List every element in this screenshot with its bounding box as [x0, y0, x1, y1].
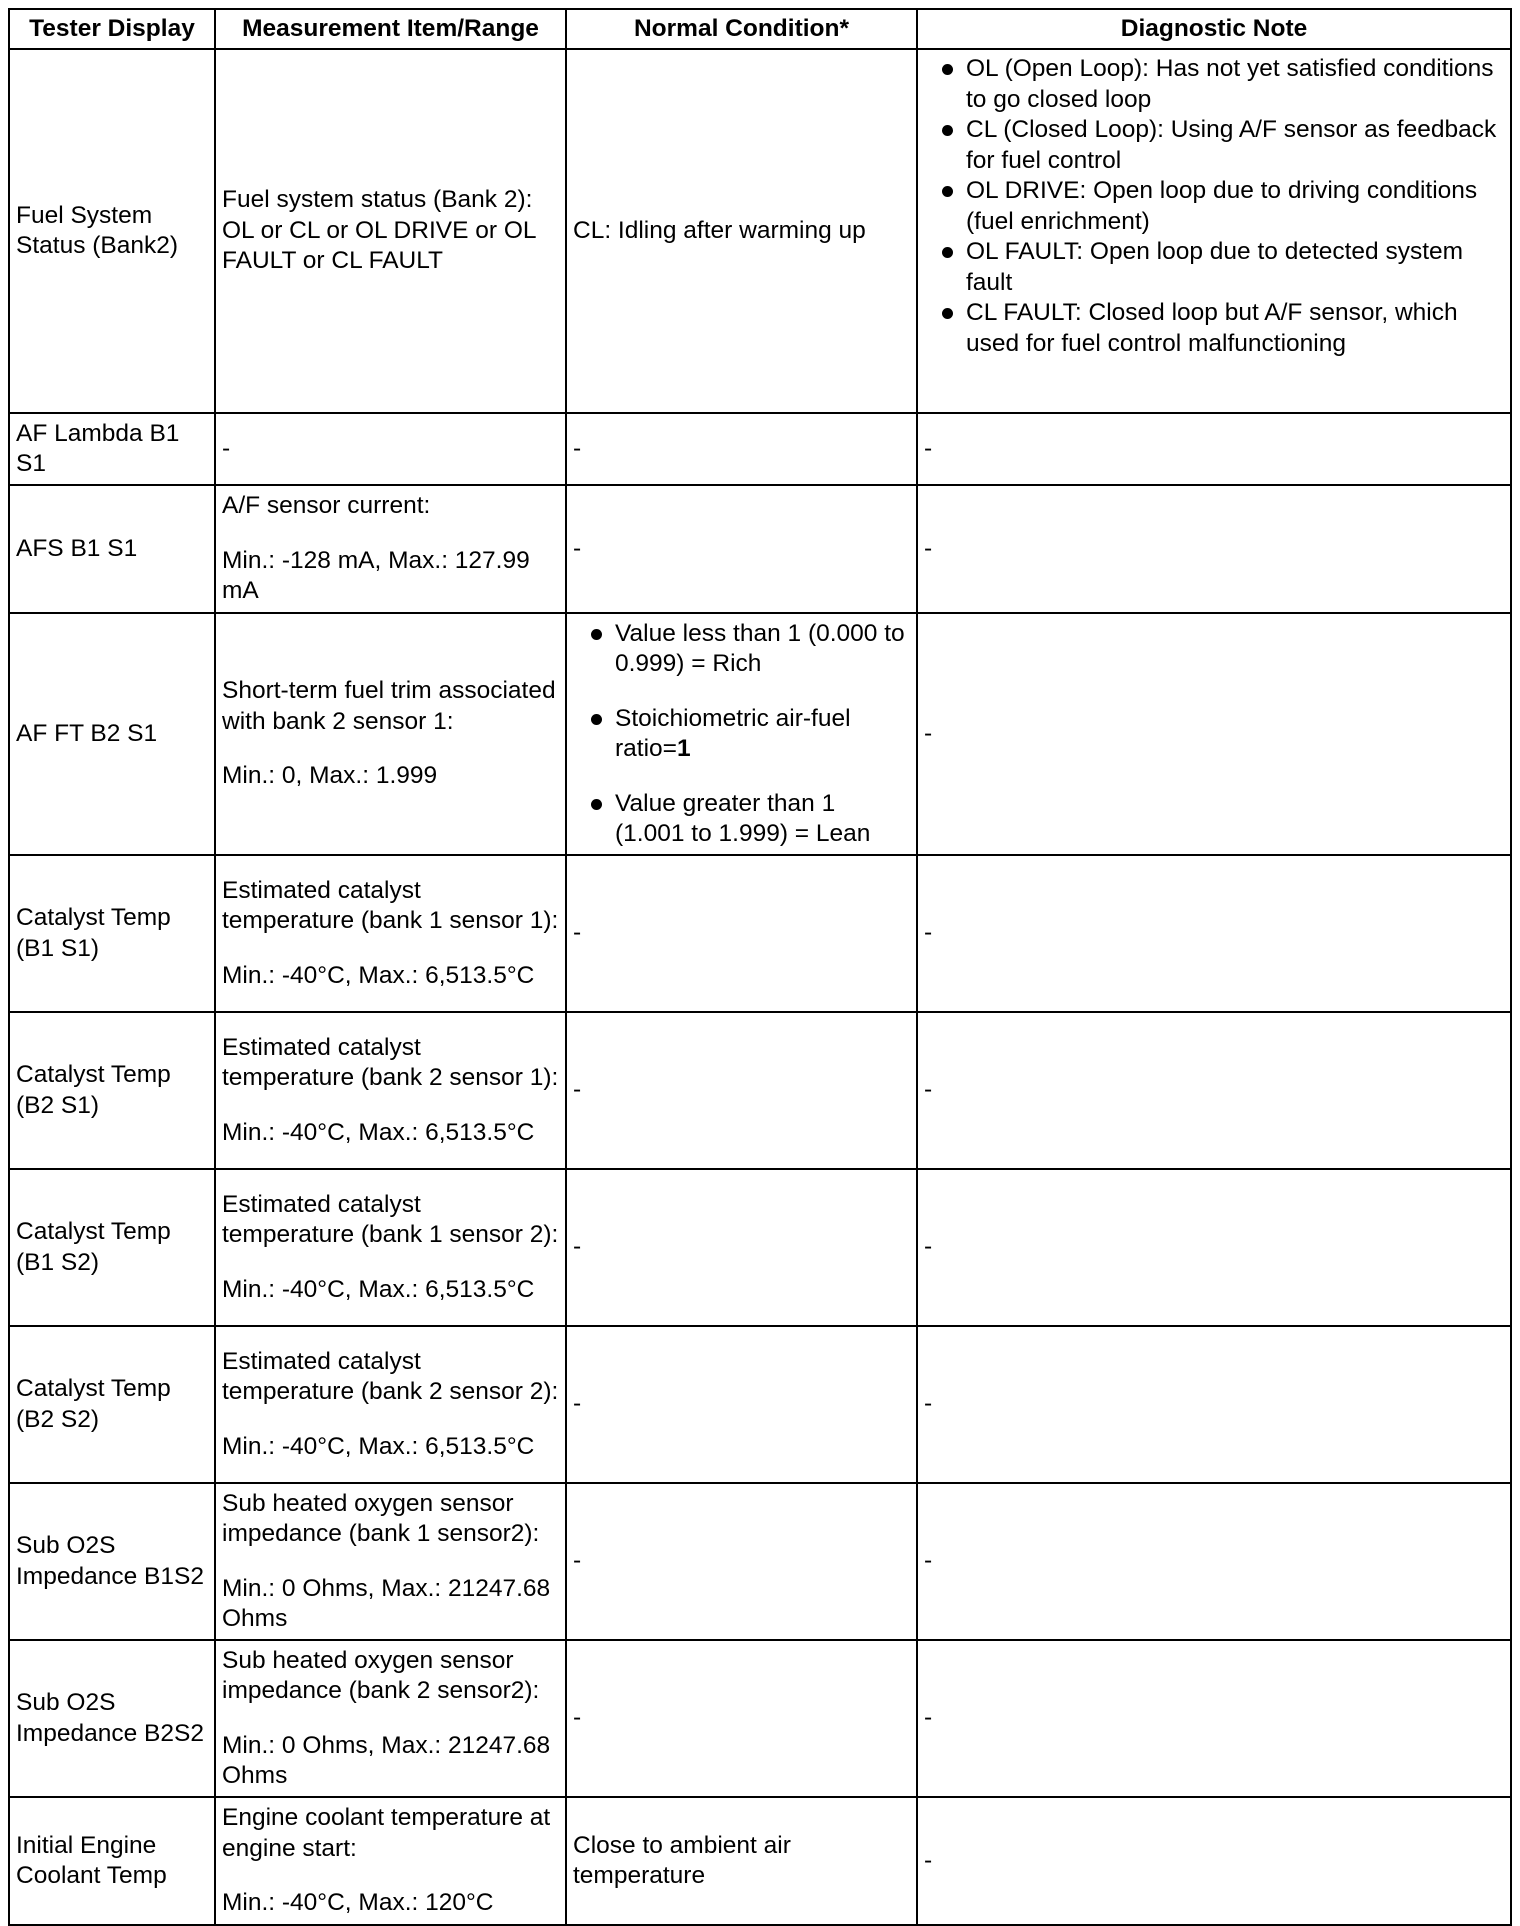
list-item: Value greater than 1 (1.001 to 1.999) = Lean [573, 789, 910, 850]
measurement-range: Min.: 0, Max.: 1.999 [222, 762, 438, 790]
table-row [9, 413, 1511, 485]
table-row [9, 855, 1511, 1012]
normal-condition-cell: - [566, 1012, 917, 1169]
measurement-cell [215, 1483, 566, 1640]
normal-condition-cell: - [566, 413, 917, 485]
measurement-description: Estimated catalyst temperature (bank 2 sensor 1): [222, 1033, 559, 1092]
measurement-cell: Fuel system status (Bank 2): OL or CL or OL DRIVE or OL FAULT or CL FAULT [215, 49, 566, 413]
measurement-cell [215, 1326, 566, 1483]
normal-condition-cell: - [566, 855, 917, 1012]
header-row [9, 9, 1511, 49]
tester-display-cell: AF Lambda B1 S1 [9, 413, 215, 485]
diagnostic-note-cell: - [917, 1326, 1511, 1483]
measurement-cell [215, 855, 566, 1012]
list-item: OL (Open Loop): Has not yet satisfied conditions to go closed loop [924, 54, 1504, 115]
list-item: CL FAULT: Closed loop but A/F sensor, which used for fuel control malfunctioning [924, 298, 1504, 359]
header-measurement-item: Measurement Item/Range [215, 9, 566, 49]
measurement-description: Engine coolant temperature at engine start: [222, 1804, 551, 1862]
stoich-label: Stoichiometric air-fuel ratio= [615, 704, 851, 762]
list-item: OL FAULT: Open loop due to detected system fault [924, 237, 1504, 298]
diagnostic-note-cell: - [917, 485, 1511, 613]
measurement-cell [215, 1169, 566, 1326]
table-row [9, 49, 1511, 413]
tester-display-cell: Catalyst Temp (B1 S1) [9, 855, 215, 1012]
measurement-description: Estimated catalyst temperature (bank 1 sensor 2): [222, 1190, 559, 1249]
tester-display-cell: Catalyst Temp (B2 S2) [9, 1326, 215, 1483]
measurement-description: Short-term fuel trim associated with bank 2 sensor 1: [222, 677, 556, 735]
measurement-range: Min.: -40°C, Max.: 6,513.5°C [222, 1275, 535, 1303]
measurement-range: Min.: -128 mA, Max.: 127.99 mA [222, 546, 530, 605]
tester-display-cell: Fuel System Status (Bank2) [9, 49, 215, 413]
diagnostic-note-cell: - [917, 1012, 1511, 1169]
measurement-range: Min.: -40°C, Max.: 6,513.5°C [222, 961, 535, 989]
tester-display-cell: Catalyst Temp (B1 S2) [9, 1169, 215, 1326]
normal-condition-cell: - [566, 485, 917, 613]
measurement-range: Min.: -40°C, Max.: 6,513.5°C [222, 1118, 535, 1146]
list-item [573, 704, 910, 765]
diagnostic-note-cell: - [917, 1640, 1511, 1797]
table-row [9, 1169, 1511, 1326]
data-list-sheet [8, 8, 1510, 1926]
table-row [9, 1012, 1511, 1169]
normal-condition-cell: - [566, 1640, 917, 1797]
list-item: CL (Closed Loop): Using A/F sensor as feedback for fuel control [924, 115, 1504, 176]
list-item: Value less than 1 (0.000 to 0.999) = Rich [573, 619, 910, 680]
measurement-description: Sub heated oxygen sensor impedance (bank 2 sensor2): [222, 1646, 540, 1704]
diagnostic-note-list [924, 54, 1504, 359]
measurement-range: Min.: -40°C, Max.: 120°C [222, 1889, 494, 1917]
tester-display-cell: AF FT B2 S1 [9, 613, 215, 855]
normal-condition-cell: - [566, 1326, 917, 1483]
measurement-description: Estimated catalyst temperature (bank 2 sensor 2): [222, 1347, 559, 1406]
stoich-value: 1 [676, 735, 691, 762]
table-row [9, 1797, 1511, 1925]
measurement-cell: - [215, 413, 566, 485]
diagnostic-note-cell: - [917, 413, 1511, 485]
data-list-table [8, 8, 1512, 1926]
list-item: OL DRIVE: Open loop due to driving conditions (fuel enrichment) [924, 176, 1504, 237]
normal-condition-cell: - [566, 1169, 917, 1326]
measurement-description: Estimated catalyst temperature (bank 1 sensor 1): [222, 876, 559, 935]
header-tester-display: Tester Display [9, 9, 215, 49]
normal-condition-list [573, 619, 910, 850]
measurement-cell [215, 1640, 566, 1797]
measurement-description: Sub heated oxygen sensor impedance (bank 1 sensor2): [222, 1489, 540, 1547]
measurement-range: Min.: 0 Ohms, Max.: 21247.68 Ohms [222, 1574, 551, 1632]
tester-display-cell: Initial Engine Coolant Temp [9, 1797, 215, 1925]
table-row [9, 1326, 1511, 1483]
measurement-range: Min.: -40°C, Max.: 6,513.5°C [222, 1432, 535, 1460]
tester-display-cell: Sub O2S Impedance B2S2 [9, 1640, 215, 1797]
diagnostic-note-cell [917, 49, 1511, 413]
tester-display-cell: Catalyst Temp (B2 S1) [9, 1012, 215, 1169]
measurement-range: Min.: 0 Ohms, Max.: 21247.68 Ohms [222, 1731, 551, 1789]
table-row [9, 1483, 1511, 1640]
diagnostic-note-cell: - [917, 1483, 1511, 1640]
measurement-cell [215, 485, 566, 613]
normal-condition-cell: CL: Idling after warming up [566, 49, 917, 413]
diagnostic-note-cell: - [917, 613, 1511, 855]
normal-condition-cell: - [566, 1483, 917, 1640]
normal-condition-cell [566, 613, 917, 855]
diagnostic-note-cell: - [917, 1797, 1511, 1925]
header-normal-condition: Normal Condition* [566, 9, 917, 49]
normal-condition-cell: Close to ambient air temperature [566, 1797, 917, 1925]
measurement-cell [215, 613, 566, 855]
table-row [9, 613, 1511, 855]
table-row [9, 485, 1511, 613]
measurement-cell [215, 1797, 566, 1925]
tester-display-cell: Sub O2S Impedance B1S2 [9, 1483, 215, 1640]
header-diagnostic-note: Diagnostic Note [917, 9, 1511, 49]
diagnostic-note-cell: - [917, 1169, 1511, 1326]
measurement-cell [215, 1012, 566, 1169]
tester-display-cell: AFS B1 S1 [9, 485, 215, 613]
diagnostic-note-cell: - [917, 855, 1511, 1012]
measurement-description: A/F sensor current: [222, 492, 431, 520]
table-row [9, 1640, 1511, 1797]
